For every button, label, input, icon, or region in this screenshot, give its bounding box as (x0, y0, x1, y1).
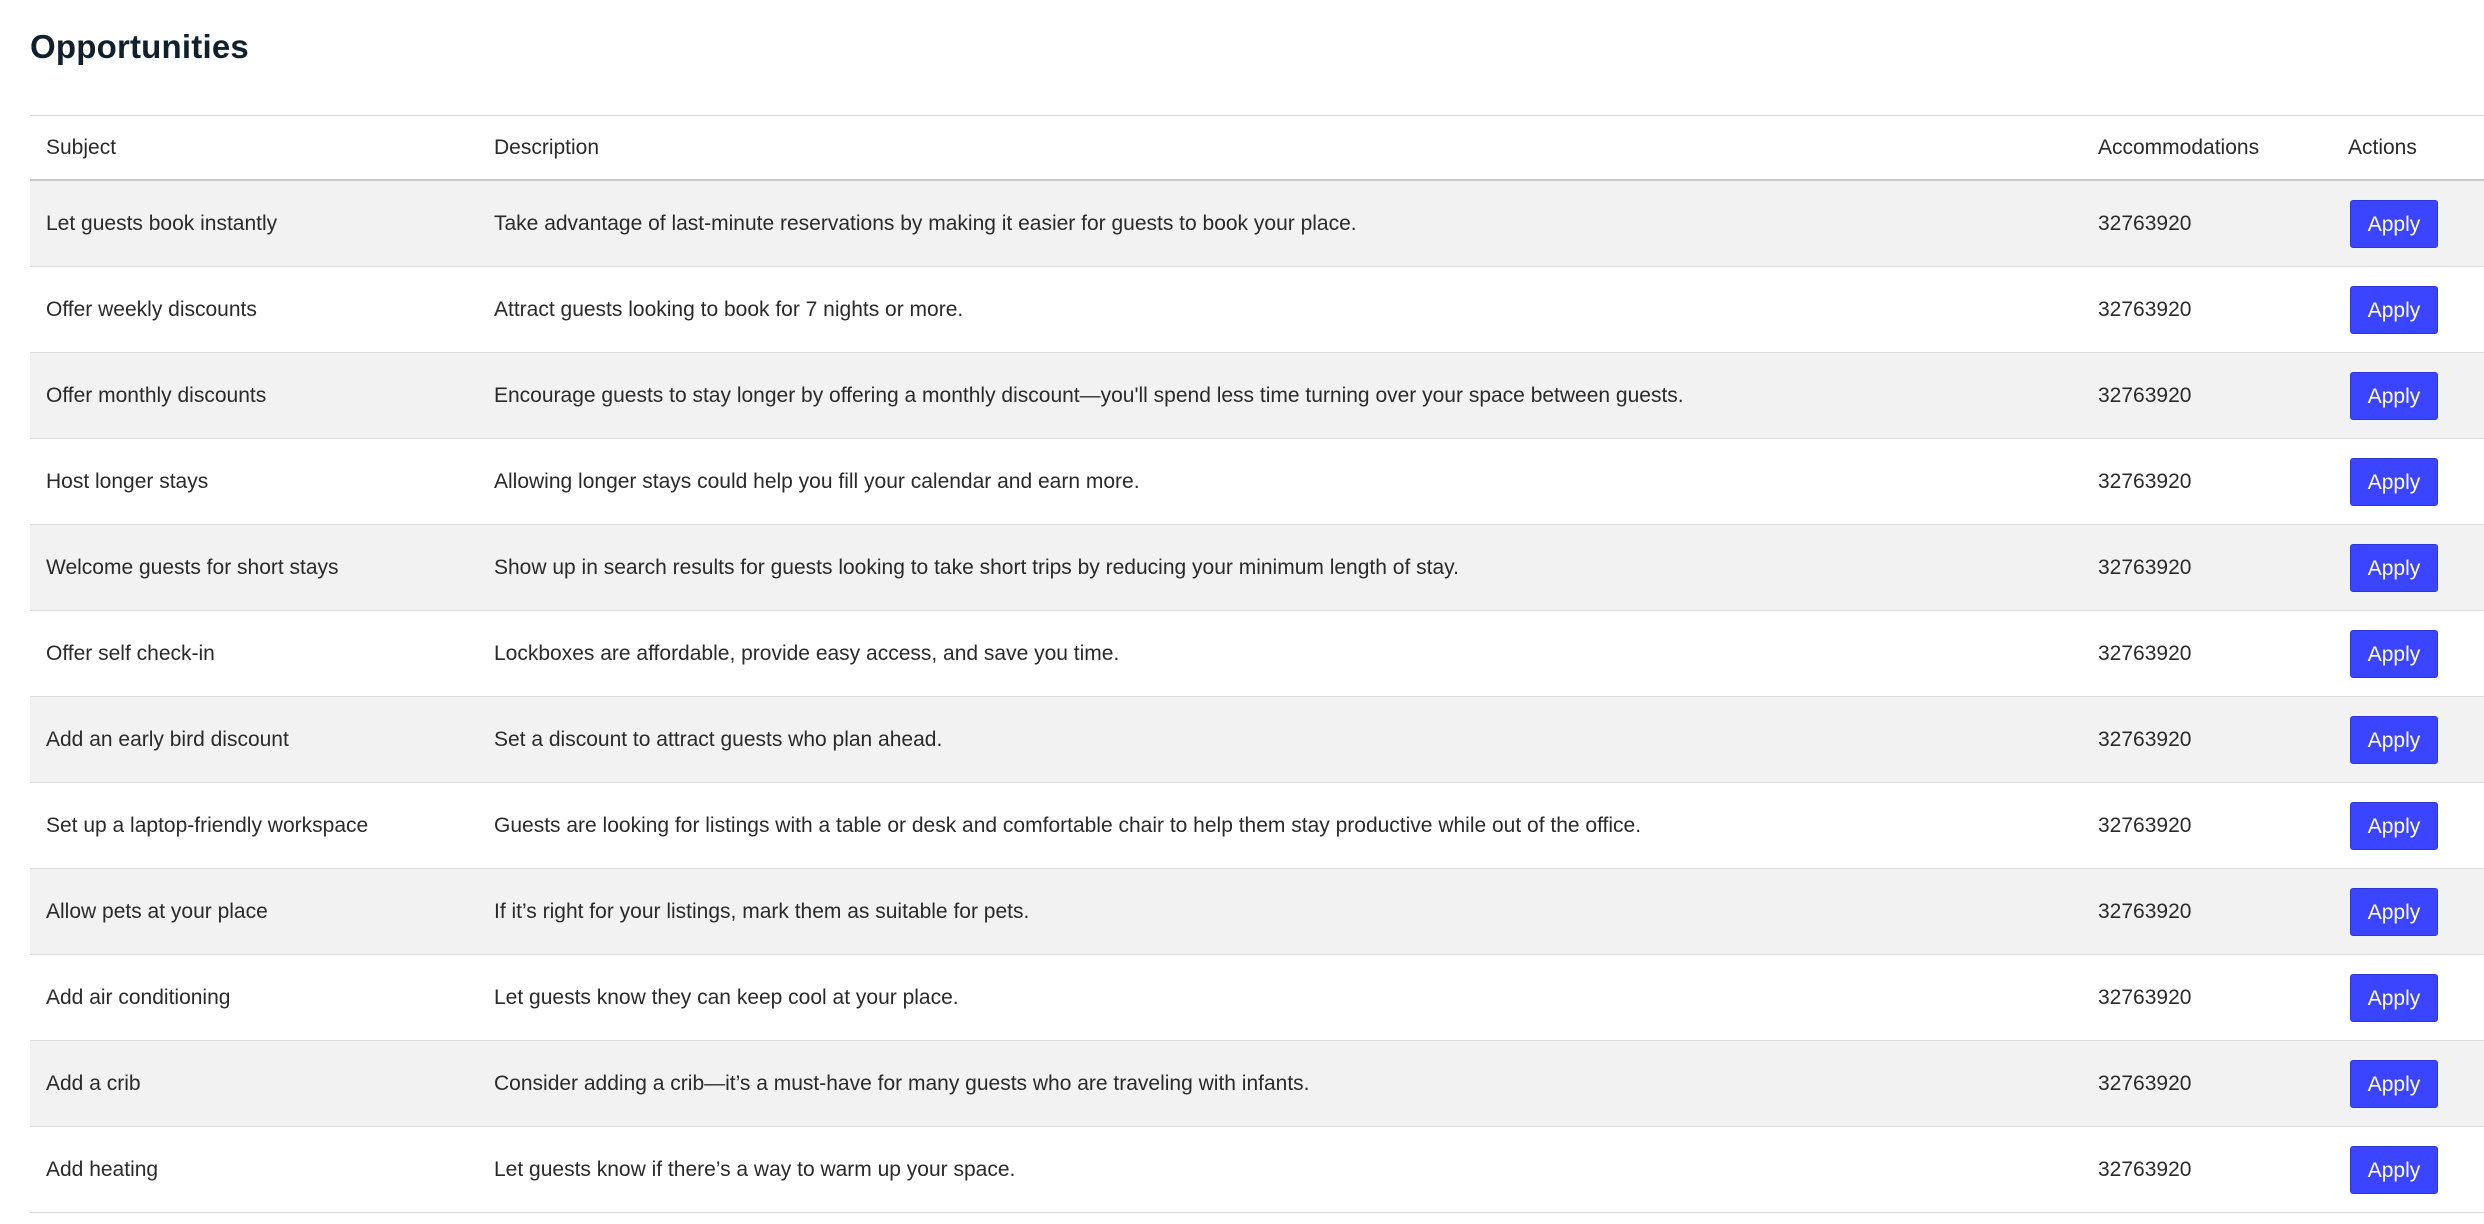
row-actions (2348, 716, 2484, 764)
row-accommodations: 32763920 (2098, 297, 2192, 321)
page-title: Opportunities (30, 28, 249, 65)
row-subject: Host longer stays (46, 469, 209, 493)
apply-button[interactable]: Apply (2350, 286, 2438, 334)
row-actions (2348, 1146, 2484, 1194)
row-description: Let guests know they can keep cool at your place. (494, 985, 959, 1009)
table-header (30, 116, 2484, 181)
row-actions (2348, 372, 2484, 420)
header-subject: Subject (46, 135, 117, 159)
apply-button[interactable]: Apply (2350, 1146, 2438, 1194)
apply-button[interactable]: Apply (2350, 888, 2438, 936)
row-subject: Allow pets at your place (46, 899, 268, 923)
row-accommodations: 32763920 (2098, 641, 2192, 665)
table-row (30, 783, 2484, 869)
table-row (30, 525, 2484, 611)
apply-button[interactable]: Apply (2350, 716, 2438, 764)
row-accommodations: 32763920 (2098, 727, 2192, 751)
row-actions (2348, 888, 2484, 936)
apply-button[interactable]: Apply (2350, 458, 2438, 506)
row-accommodations: 32763920 (2098, 1157, 2192, 1181)
row-subject: Add air conditioning (46, 985, 231, 1009)
row-actions (2348, 458, 2484, 506)
row-actions (2348, 802, 2484, 850)
row-actions (2348, 1060, 2484, 1108)
row-description: Allowing longer stays could help you fill your calendar and earn more. (494, 469, 1140, 493)
row-description: Encourage guests to stay longer by offering a monthly discount—you'll spend less time turning over your space between guests. (494, 383, 1684, 407)
header-description: Description (494, 135, 600, 159)
row-subject: Add an early bird discount (46, 727, 289, 751)
row-description: Lockboxes are affordable, provide easy access, and save you time. (494, 641, 1120, 665)
row-actions (2348, 544, 2484, 592)
row-accommodations: 32763920 (2098, 985, 2192, 1009)
table-row (30, 353, 2484, 439)
row-accommodations: 32763920 (2098, 469, 2192, 493)
row-subject: Let guests book instantly (46, 211, 278, 235)
apply-button[interactable]: Apply (2350, 974, 2438, 1022)
row-accommodations: 32763920 (2098, 899, 2192, 923)
apply-button[interactable]: Apply (2350, 200, 2438, 248)
row-actions (2348, 974, 2484, 1022)
row-subject: Set up a laptop-friendly workspace (46, 813, 369, 837)
apply-button[interactable]: Apply (2350, 372, 2438, 420)
apply-button[interactable]: Apply (2350, 630, 2438, 678)
row-accommodations: 32763920 (2098, 1071, 2192, 1095)
row-subject: Add heating (46, 1157, 159, 1181)
table-row (30, 869, 2484, 955)
apply-button[interactable]: Apply (2350, 544, 2438, 592)
row-description: Set a discount to attract guests who plan ahead. (494, 727, 943, 751)
table-row (30, 181, 2484, 267)
apply-button[interactable]: Apply (2350, 1060, 2438, 1108)
table-row (30, 611, 2484, 697)
row-actions (2348, 286, 2484, 334)
row-description: Guests are looking for listings with a table or desk and comfortable chair to help them stay productive while out of the office. (494, 813, 1642, 837)
row-accommodations: 32763920 (2098, 211, 2192, 235)
table-row (30, 955, 2484, 1041)
header-accommodations: Accommodations (2098, 135, 2260, 159)
row-description: Take advantage of last-minute reservations by making it easier for guests to book your place. (494, 211, 1357, 235)
row-actions (2348, 630, 2484, 678)
row-subject: Offer self check-in (46, 641, 215, 665)
apply-button[interactable]: Apply (2350, 802, 2438, 850)
table-row (30, 1127, 2484, 1213)
row-actions (2348, 200, 2484, 248)
row-description: Let guests know if there’s a way to warm up your space. (494, 1157, 1016, 1181)
table-row (30, 439, 2484, 525)
row-subject: Offer weekly discounts (46, 297, 257, 321)
row-description: If it’s right for your listings, mark them as suitable for pets. (494, 899, 1030, 923)
opportunities-table (30, 115, 2484, 1213)
table-row (30, 267, 2484, 353)
row-subject: Welcome guests for short stays (46, 555, 339, 579)
row-accommodations: 32763920 (2098, 813, 2192, 837)
table-row (30, 697, 2484, 783)
row-subject: Add a crib (46, 1071, 141, 1095)
row-accommodations: 32763920 (2098, 383, 2192, 407)
row-description: Attract guests looking to book for 7 nights or more. (494, 297, 964, 321)
row-subject: Offer monthly discounts (46, 383, 267, 407)
row-accommodations: 32763920 (2098, 555, 2192, 579)
table-row (30, 1041, 2484, 1127)
row-description: Consider adding a crib—it’s a must-have for many guests who are traveling with infants. (494, 1071, 1310, 1095)
row-description: Show up in search results for guests looking to take short trips by reducing your minimum length of stay. (494, 555, 1459, 579)
header-actions: Actions (2348, 135, 2417, 159)
